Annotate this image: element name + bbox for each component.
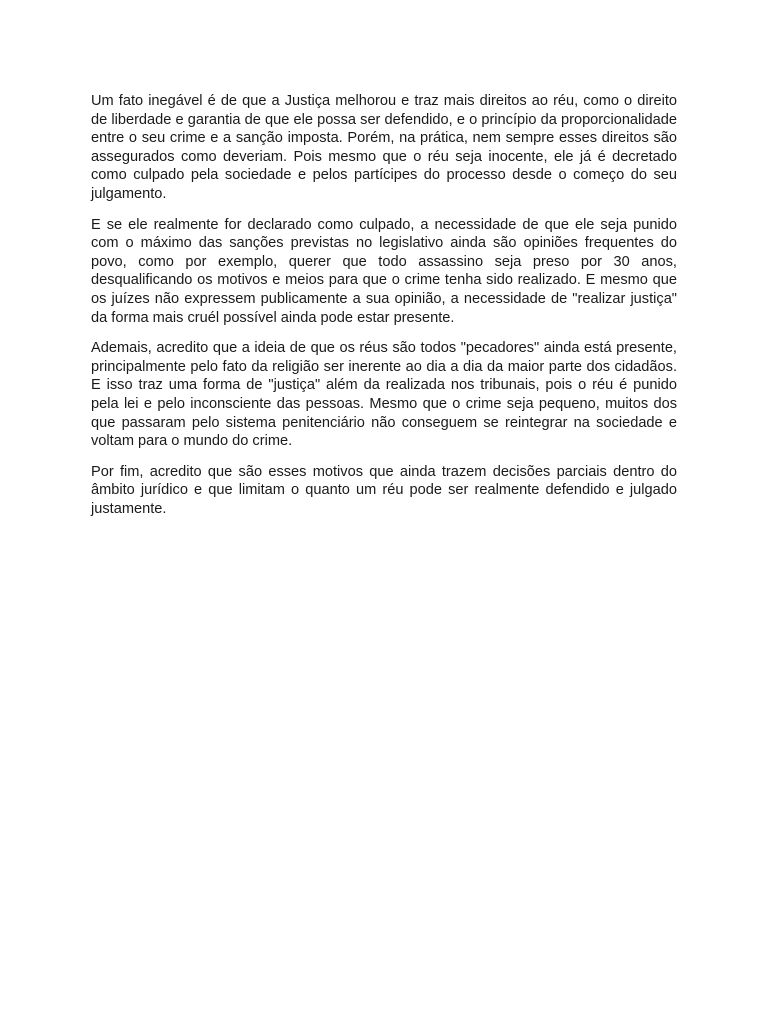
paragraph-2: E se ele realmente for declarado como culpado, a necessidade de que ele seja punido com o máximo das sanções previstas no legislativo ainda são opiniões frequentes do povo, como por exemplo, querer que todo assassino seja preso por 30 anos, desqualificando os motivos e meios para que o crime tenha sido realizado. E mesmo que os juízes não expressem publicamente a sua opinião, a necessidade de "realizar justiça" da forma mais cruél possível ainda pode estar presente. bbox=[91, 216, 677, 326]
document-body bbox=[91, 92, 677, 518]
paragraph-3: Ademais, acredito que a ideia de que os réus são todos "pecadores" ainda está presente, principalmente pelo fato da religião ser inerente ao dia a dia da maior parte dos cidadãos. E isso traz uma forma de "justiça" além da realizada nos tribunais, pois o réu é punido pela lei e pelo inconsciente das pessoas. Mesmo que o crime seja pequeno, muitos dos que passaram pelo sistema penitenciário não conseguem se reintegrar na sociedade e voltam para o mundo do crime. bbox=[91, 340, 677, 450]
paragraph-4: Por fim, acredito que são esses motivos que ainda trazem decisões parciais dentro do âmbito jurídico e que limitam o quanto um réu pode ser realmente defendido e julgado justamente. bbox=[91, 463, 677, 517]
paragraph-1: Um fato inegável é de que a Justiça melhorou e traz mais direitos ao réu, como o direito de liberdade e garantia de que ele possa ser defendido, e o princípio da proporcionalidade entre o seu crime e a sanção imposta. Porém, na prática, nem sempre esses direitos são assegurados como deveriam. Pois mesmo que o réu seja inocente, ele já é decretado como culpado pela sociedade e pelos partícipes do processo desde o começo do seu julgamento. bbox=[91, 93, 677, 202]
